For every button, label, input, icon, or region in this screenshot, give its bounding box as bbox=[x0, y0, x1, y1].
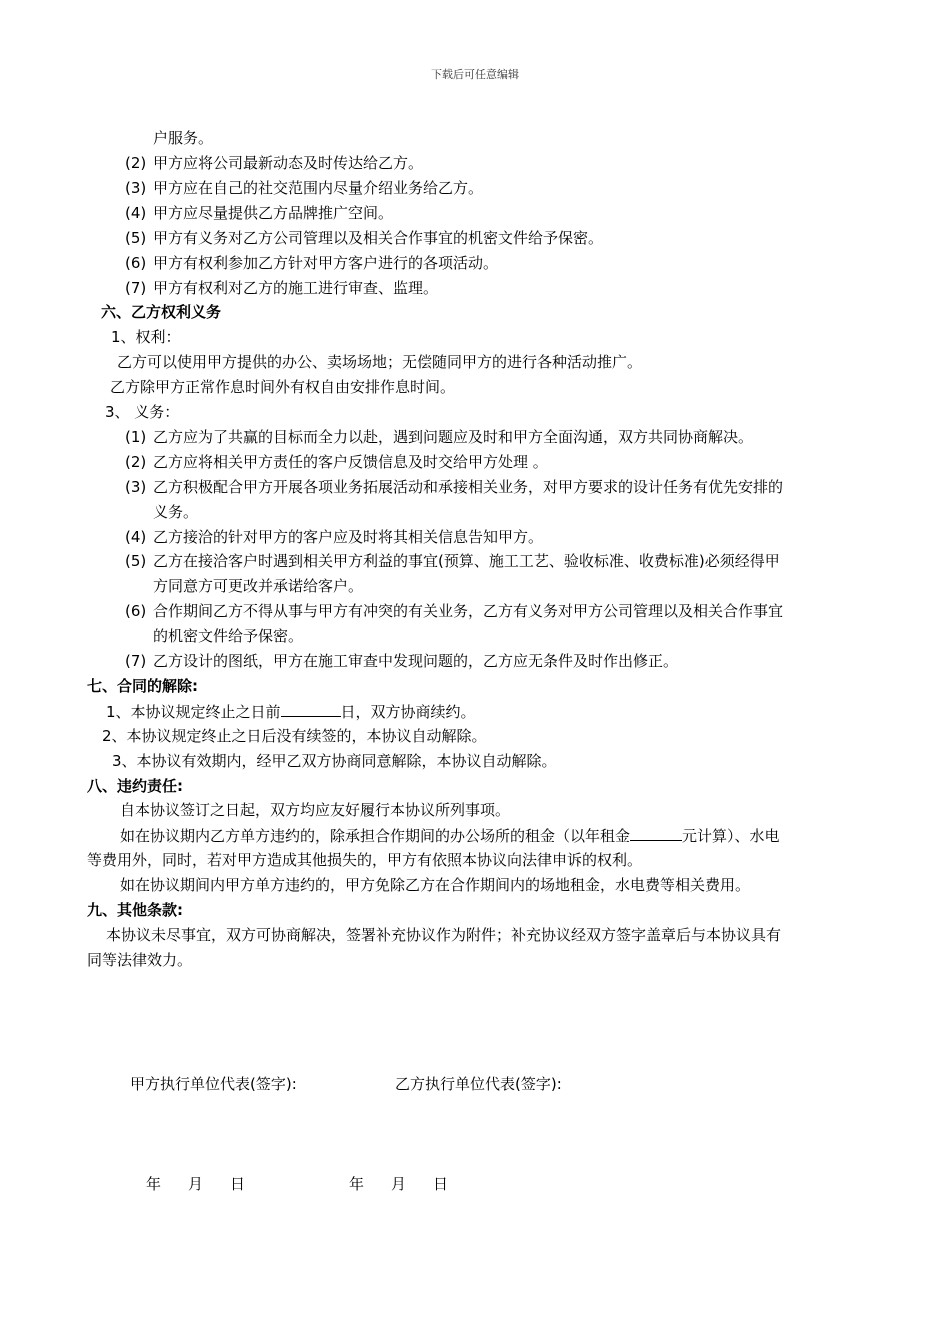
section-title: 七、合同的解除: bbox=[87, 677, 198, 695]
item-number: (3) bbox=[125, 179, 147, 197]
item-number: (4) bbox=[125, 528, 147, 546]
paragraph-continuation: 同等法律效力。 bbox=[87, 951, 193, 969]
clause-text: 1、本协议规定终止之日前 bbox=[106, 703, 281, 721]
a-duty-item bbox=[125, 153, 423, 173]
section-title: 六、乙方权利义务 bbox=[101, 303, 222, 321]
fill-in-blank bbox=[630, 825, 682, 841]
a-duty-item bbox=[125, 228, 603, 248]
item-text: 甲方有义务对乙方公司管理以及相关合作事宜的机密文件给予保密。 bbox=[153, 229, 604, 247]
item-text: 乙方应将相关甲方责任的客户反馈信息及时交给甲方处理 。 bbox=[153, 453, 548, 471]
item-text-continuation: 义务。 bbox=[153, 503, 199, 521]
item-number: (5) bbox=[125, 552, 147, 570]
item-number: (2) bbox=[125, 154, 147, 172]
a-duty-item bbox=[125, 278, 438, 298]
item-text: 乙方应为了共赢的目标而全力以赴，遇到问题应及时和甲方全面沟通，双方共同协商解决。 bbox=[153, 428, 754, 446]
item-number: (7) bbox=[125, 279, 147, 297]
date-day-a: 日 bbox=[230, 1175, 246, 1193]
item-text: 甲方应在自己的社交范围内尽量介绍业务给乙方。 bbox=[153, 179, 484, 197]
item-text: 甲方有权利对乙方的施工进行审查、监理。 bbox=[153, 279, 439, 297]
paragraph: 自本协议签订之日起，双方均应友好履行本协议所列事项。 bbox=[120, 801, 511, 819]
item-text-continuation: 方同意方可更改并承诺给客户。 bbox=[153, 577, 364, 595]
clause: 3、本协议有效期内，经甲乙双方协商同意解除，本协议自动解除。 bbox=[112, 752, 557, 770]
section-title: 八、违约责任: bbox=[87, 777, 183, 795]
item-text: 甲方应尽量提供乙方品牌推广空间。 bbox=[153, 204, 394, 222]
item-text: 乙方接洽的针对甲方的客户应及时将其相关信息告知甲方。 bbox=[153, 528, 544, 546]
a-duty-item bbox=[125, 178, 483, 198]
b-duty-item bbox=[125, 651, 678, 671]
item-text: 甲方应将公司最新动态及时传达给乙方。 bbox=[153, 154, 424, 172]
a-duty-item bbox=[125, 203, 393, 223]
paragraph: 乙方除甲方正常作息时间外有权自由安排作息时间。 bbox=[110, 378, 456, 396]
subsection-label: 3、 义务： bbox=[105, 403, 180, 421]
item-text-continuation: 的机密文件给予保密。 bbox=[153, 627, 304, 645]
item-number: (5) bbox=[125, 229, 147, 247]
page-header: 下载后可任意编辑 bbox=[431, 68, 519, 81]
item-number: (4) bbox=[125, 204, 147, 222]
date-month-a: 月 bbox=[188, 1175, 204, 1193]
b-duty-item bbox=[125, 452, 548, 472]
b-duty-item bbox=[125, 601, 783, 621]
item-text: 乙方在接洽客户时遇到相关甲方利益的事宜(预算、施工工艺、验收标准、收费标准)必须经得甲 bbox=[153, 552, 780, 570]
party-b-signature-label: 乙方执行单位代表(签字): bbox=[395, 1075, 562, 1093]
item-number: (7) bbox=[125, 652, 147, 670]
party-a-signature-label: 甲方执行单位代表(签字): bbox=[130, 1075, 297, 1093]
a-duty-item bbox=[125, 253, 498, 273]
a-duty-continuation: 户服务。 bbox=[153, 129, 214, 147]
paragraph: 本协议未尽事宜，双方可协商解决，签署补充协议作为附件；补充协议经双方签字盖章后与本协议具有 bbox=[106, 926, 782, 944]
item-number: (3) bbox=[125, 478, 147, 496]
b-duty-item bbox=[125, 551, 780, 571]
clause bbox=[106, 701, 476, 722]
section-title: 九、其他条款: bbox=[87, 901, 183, 919]
b-duty-item bbox=[125, 427, 753, 447]
date-year-b: 年 bbox=[349, 1175, 365, 1193]
date-day-b: 日 bbox=[433, 1175, 449, 1193]
paragraph-text: 如在协议期内乙方单方违约的，除承担合作期间的办公场所的租金（以年租金 bbox=[120, 827, 631, 845]
item-number: (6) bbox=[125, 254, 147, 272]
b-duty-item bbox=[125, 477, 783, 497]
item-text: 乙方积极配合甲方开展各项业务拓展活动和承接相关业务，对甲方要求的设计任务有优先安排的 bbox=[153, 478, 784, 496]
item-text: 乙方设计的图纸，甲方在施工审查中发现问题的，乙方应无条件及时作出修正。 bbox=[153, 652, 679, 670]
paragraph: 如在协议期间内甲方单方违约的，甲方免除乙方在合作期间内的场地租金，水电费等相关费用。 bbox=[120, 876, 751, 894]
item-text: 合作期间乙方不得从事与甲方有冲突的有关业务，乙方有义务对甲方公司管理以及相关合作事宜 bbox=[153, 602, 784, 620]
paragraph bbox=[120, 825, 780, 846]
item-number: (1) bbox=[125, 428, 147, 446]
b-duty-item bbox=[125, 527, 543, 547]
fill-in-blank bbox=[281, 701, 341, 717]
paragraph: 乙方可以使用甲方提供的办公、卖场场地；无偿随同甲方的进行各种活动推广。 bbox=[117, 353, 643, 371]
item-number: (6) bbox=[125, 602, 147, 620]
date-month-b: 月 bbox=[391, 1175, 407, 1193]
paragraph-text: 元计算）、水电 bbox=[682, 827, 780, 845]
clause-text: 日，双方协商续约。 bbox=[340, 703, 476, 721]
clause: 2、本协议规定终止之日后没有续签的，本协议自动解除。 bbox=[102, 727, 487, 745]
item-number: (2) bbox=[125, 453, 147, 471]
date-year-a: 年 bbox=[146, 1175, 162, 1193]
paragraph-continuation: 等费用外，同时，若对甲方造成其他损失的，甲方有依照本协议向法律申诉的权利。 bbox=[87, 851, 643, 869]
item-text: 甲方有权利参加乙方针对甲方客户进行的各项活动。 bbox=[153, 254, 499, 272]
subsection-label: 1、权利： bbox=[111, 328, 181, 346]
